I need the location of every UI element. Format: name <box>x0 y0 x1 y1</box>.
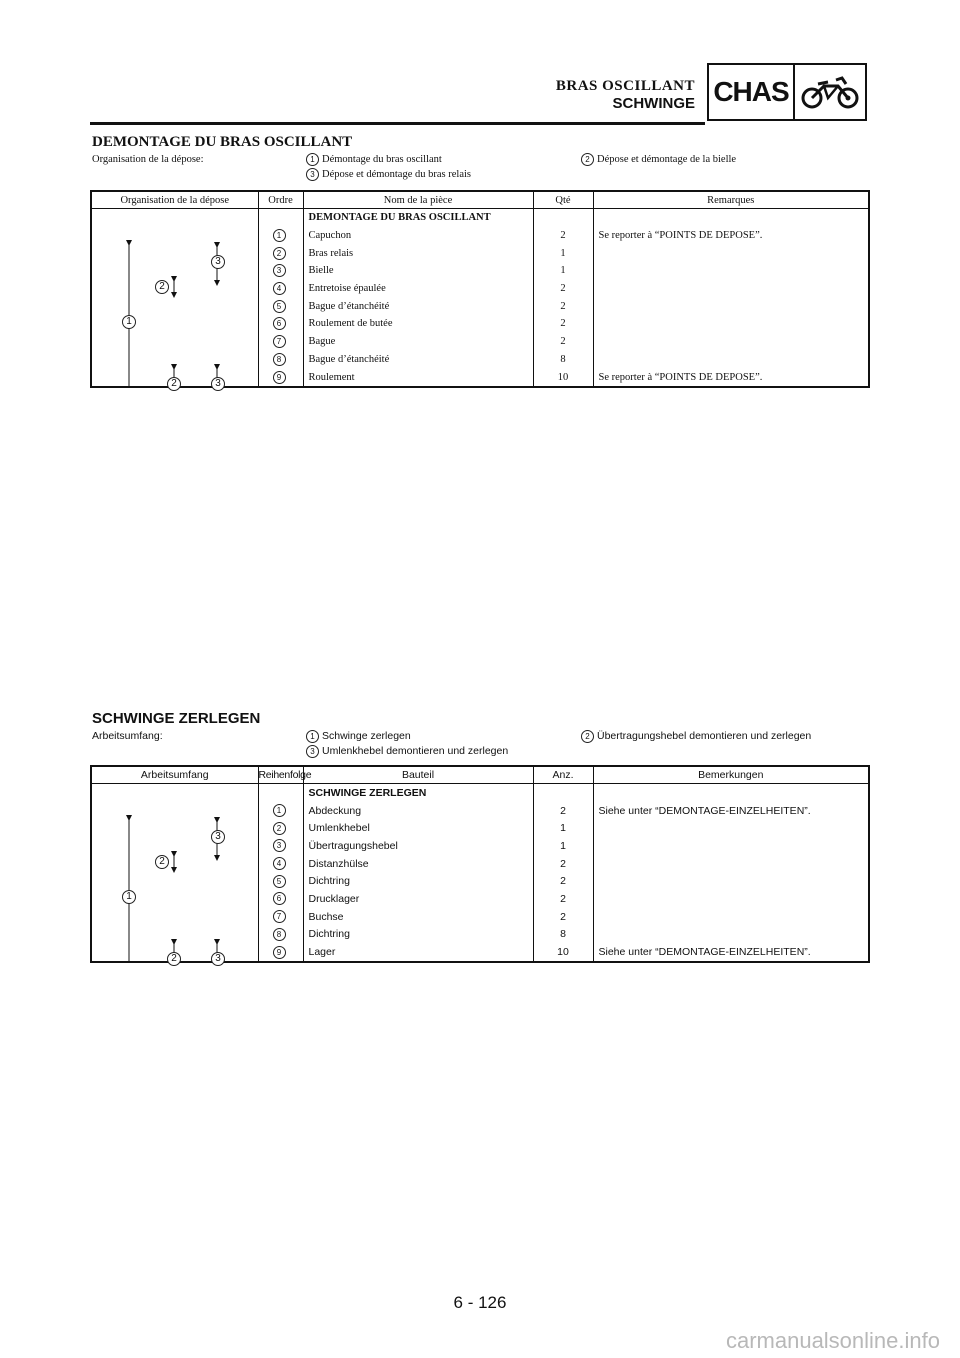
col-qty: Qté <box>533 191 593 209</box>
table-header-row <box>91 766 869 784</box>
page-header-titles <box>556 78 695 112</box>
header-title-de: SCHWINGE <box>612 95 695 112</box>
org-label-3b: 3 <box>211 952 225 966</box>
org-diagram <box>91 209 258 388</box>
section-title-fr: DEMONTAGE DU BRAS OSCILLANT <box>92 134 353 150</box>
table-row: 2 Umlenkhebel 1 <box>91 819 869 837</box>
table-row: 8 Bague d’étanchéité 8 <box>91 351 869 369</box>
table-row: 8 Dichtring 8 <box>91 926 869 944</box>
col-qty: Anz. <box>533 766 593 784</box>
header-rule <box>90 122 705 125</box>
section-badge <box>707 63 867 121</box>
scope-item-fr-1: 1 Démontage du bras oscillant <box>306 152 442 168</box>
col-order: Ordre <box>258 191 303 209</box>
parts-table-fr <box>90 190 870 388</box>
table-row: 3 Übertragungshebel 1 <box>91 837 869 855</box>
col-org: Organisation de la dépose <box>91 191 258 209</box>
col-remarks: Bemerkungen <box>593 766 869 784</box>
table-row: 1 Capuchon 2 Se reporter à “POINTS DE DEPOSE”. <box>91 227 869 245</box>
org-label-1: 1 <box>122 890 136 904</box>
table-row: 4 Entretoise épaulée 2 <box>91 280 869 298</box>
table-row: 9 Lager 10 Siehe unter “DEMONTAGE-EINZELHEITEN”. <box>91 943 869 962</box>
parts-table-de <box>90 765 870 963</box>
scope-item-de-3: 3 Umlenkhebel demontieren und zerlegen <box>306 743 508 759</box>
table-row: 5 Dichtring 2 <box>91 872 869 890</box>
org-label-2b: 2 <box>167 952 181 966</box>
col-name: Bauteil <box>303 766 533 784</box>
table-row: 6 Roulement de butée 2 <box>91 315 869 333</box>
table-row: 3 Bielle 1 <box>91 262 869 280</box>
section-code: CHAS <box>709 65 795 119</box>
table-row: 7 Bague 2 <box>91 333 869 351</box>
header-title-fr: BRAS OSCILLANT <box>555 78 695 94</box>
org-label-1: 1 <box>122 315 136 329</box>
scope-item-fr-2: 2 Dépose et démontage de la bielle <box>581 152 736 168</box>
table-row <box>91 784 869 802</box>
org-diagram <box>91 784 258 963</box>
table-row: 5 Bague d’étanchéité 2 <box>91 297 869 315</box>
table-row: 7 Buchse 2 <box>91 908 869 926</box>
table-header-row <box>91 191 869 209</box>
col-order: Reihenfolge <box>258 766 303 784</box>
watermark: carmanualsonline.info <box>725 1328 940 1353</box>
col-name: Nom de la pièce <box>303 191 533 209</box>
table-row: 6 Drucklager 2 <box>91 890 869 908</box>
org-label-3: 3 <box>211 255 225 269</box>
table-row: 1 Abdeckung 2 Siehe unter “DEMONTAGE-EINZELHEITEN”. <box>91 802 869 820</box>
table-row: 9 Roulement 10 Se reporter à “POINTS DE DEPOSE”. <box>91 368 869 387</box>
table-row <box>91 209 869 227</box>
table-row: 2 Bras relais 1 <box>91 244 869 262</box>
col-org: Arbeitsumfang <box>91 766 258 784</box>
org-label-2: 2 <box>155 280 169 294</box>
scope-label-fr: Organisation de la dépose: <box>92 154 204 165</box>
scope-item-de-2: 2 Übertragungshebel demontieren und zerlegen <box>581 728 811 744</box>
scope-item-fr-3: 3 Dépose et démontage du bras relais <box>306 167 471 183</box>
scope-label-de: Arbeitsumfang: <box>92 730 163 742</box>
col-remarks: Remarques <box>593 191 869 209</box>
org-label-3: 3 <box>211 830 225 844</box>
org-label-3b: 3 <box>211 377 225 391</box>
table-row: 4 Distanzhülse 2 <box>91 855 869 873</box>
motorcycle-icon <box>795 65 865 119</box>
section-title-de: SCHWINGE ZERLEGEN <box>92 710 261 727</box>
group-row-label: SCHWINGE ZERLEGEN <box>303 784 533 802</box>
org-label-2: 2 <box>155 855 169 869</box>
scope-item-de-1: 1 Schwinge zerlegen <box>306 728 411 744</box>
group-row-label: DEMONTAGE DU BRAS OSCILLANT <box>303 209 533 227</box>
org-label-2b: 2 <box>167 377 181 391</box>
page-number: 6 - 126 <box>453 1293 507 1312</box>
